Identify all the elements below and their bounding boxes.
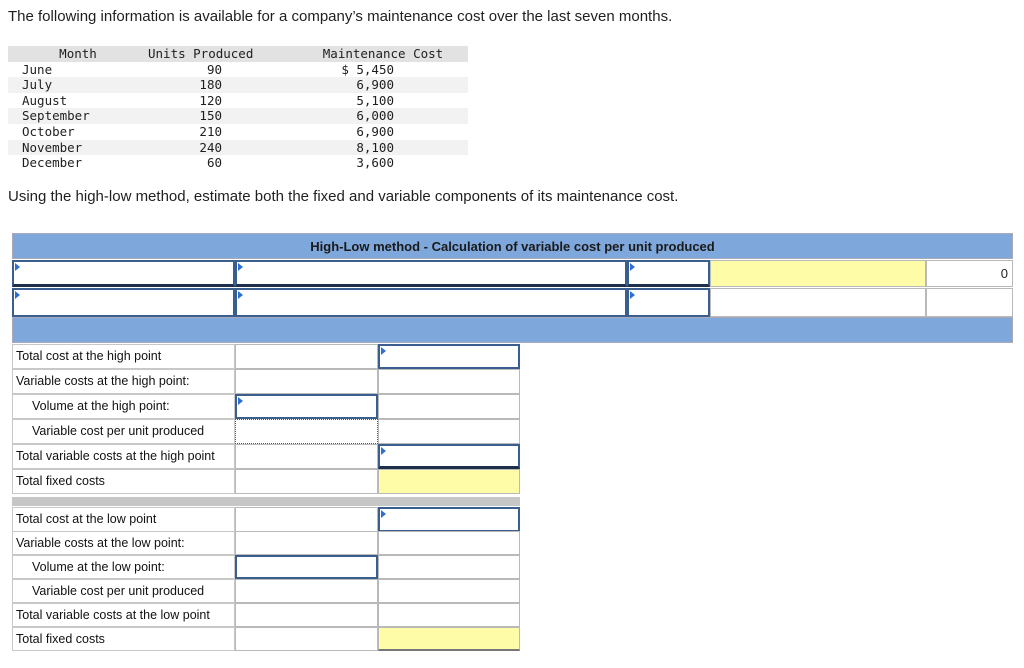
label-volume-low: Volume at the low point: (12, 555, 235, 579)
row1-divisor-input[interactable] (627, 260, 710, 287)
label-total-variable-costs-high: Total variable costs at the high point (12, 444, 235, 469)
row1-result-cell (926, 260, 1013, 287)
total-cost-low-input[interactable] (378, 507, 520, 532)
low-col2-cell (378, 531, 520, 555)
dropdown-marker-icon (15, 291, 20, 299)
dropdown-marker-icon (630, 263, 635, 271)
dropdown-marker-icon (238, 291, 243, 299)
cell-month: August (22, 92, 68, 108)
instruction-text: Using the high-low method, estimate both the fixed and variable components of its maintenance cost. (8, 188, 679, 205)
low-col2-cell (378, 603, 520, 627)
label-total-cost-low: Total cost at the low point (12, 507, 235, 532)
high-col1-cell (235, 444, 378, 469)
low-col1-cell (235, 531, 378, 555)
low-col2-cell (378, 579, 520, 603)
high-col1-cell (235, 344, 378, 369)
label-variable-costs-low: Variable costs at the low point: (12, 531, 235, 555)
dropdown-marker-icon (238, 397, 243, 405)
cell-month: October (22, 123, 75, 139)
high-col2-cell (378, 369, 520, 394)
dropdown-marker-icon (630, 291, 635, 299)
cell-units: 60 (206, 155, 222, 171)
cell-cost: 6,900 (356, 123, 394, 139)
total-cost-high-input[interactable] (378, 344, 520, 369)
volume-high-input[interactable] (235, 394, 378, 419)
row2-empty-cell (710, 288, 926, 317)
row2-divisor-input[interactable] (627, 288, 710, 317)
cell-units: 150 (148, 108, 298, 124)
cell-units: 180 (148, 77, 298, 93)
total-variable-costs-high-input[interactable] (378, 444, 520, 469)
section-divider-banner (12, 317, 1013, 343)
total-fixed-costs-high-result (378, 469, 520, 494)
cell-month: November (8, 140, 148, 156)
table-row (8, 108, 468, 124)
cell-cost: 6,000 (298, 108, 468, 124)
cell-units: 120 (199, 92, 222, 108)
result-value: 0 (1000, 266, 1008, 281)
label-variable-cost-per-unit-low: Variable cost per unit produced (12, 579, 235, 603)
label-variable-costs-high: Variable costs at the high point: (12, 369, 235, 394)
low-col1-cell (235, 603, 378, 627)
label-variable-cost-per-unit-high: Variable cost per unit produced (12, 419, 235, 444)
col-header-month: Month (8, 46, 148, 62)
cell-cost: 3,600 (356, 155, 394, 171)
row2-label-input[interactable] (12, 288, 235, 317)
low-col1-cell (235, 507, 378, 532)
label-total-variable-costs-low: Total variable costs at the low point (12, 603, 235, 627)
high-col2-cell (378, 419, 520, 444)
intro-text: The following information is available for a company’s maintenance cost over the last seven months. (8, 8, 673, 25)
cell-month: December (22, 155, 83, 171)
cell-units: 90 (206, 61, 222, 77)
maintenance-data-table (8, 46, 468, 171)
high-col1-cell (235, 469, 378, 494)
table-row (8, 77, 468, 93)
col-header-cost: Maintenance Cost (298, 46, 468, 62)
cell-units: 240 (148, 140, 298, 156)
dropdown-marker-icon (381, 447, 386, 455)
cell-cost: 5,100 (356, 92, 394, 108)
high-col2-cell (378, 394, 520, 419)
cell-month: June (22, 61, 53, 77)
low-col1-cell (235, 579, 378, 603)
cell-units: 210 (199, 123, 222, 139)
dropdown-marker-icon (381, 510, 386, 518)
high-col1-cell (235, 369, 378, 394)
label-volume-high: Volume at the high point: (12, 394, 235, 419)
label-total-fixed-costs-low: Total fixed costs (12, 627, 235, 651)
cell-month: September (8, 108, 148, 124)
table-row (8, 155, 468, 171)
row1-highlight-cell (710, 260, 926, 287)
dropdown-marker-icon (381, 347, 386, 355)
dropdown-marker-icon (15, 263, 20, 271)
row2-result-cell (926, 288, 1013, 317)
label-total-cost-high: Total cost at the high point (12, 344, 235, 369)
label-total-fixed-costs-high: Total fixed costs (12, 469, 235, 494)
total-fixed-costs-low-result (378, 627, 520, 651)
low-col2-cell (378, 555, 520, 579)
volume-low-input[interactable] (235, 555, 378, 579)
row2-denominator-input[interactable] (235, 288, 627, 317)
cell-cost: $ 5,450 (341, 61, 394, 77)
col-header-units: Units Produced (148, 46, 298, 62)
cell-month: July (8, 77, 148, 93)
table-header-row (8, 46, 468, 62)
cell-cost: 6,900 (298, 77, 468, 93)
worksheet-title: High-Low method - Calculation of variable cost per unit produced (12, 233, 1013, 259)
table-row (8, 140, 468, 156)
row1-numerator-input[interactable] (235, 260, 627, 287)
high-low-worksheet (12, 233, 1013, 653)
low-col1-cell (235, 627, 378, 651)
table-row (8, 93, 468, 109)
section-separator (12, 497, 520, 506)
variable-cost-per-unit-high-input[interactable] (235, 419, 378, 444)
row1-label-input[interactable] (12, 260, 235, 287)
table-row (8, 62, 468, 78)
cell-cost: 8,100 (298, 140, 468, 156)
dropdown-marker-icon (238, 263, 243, 271)
table-row (8, 124, 468, 140)
